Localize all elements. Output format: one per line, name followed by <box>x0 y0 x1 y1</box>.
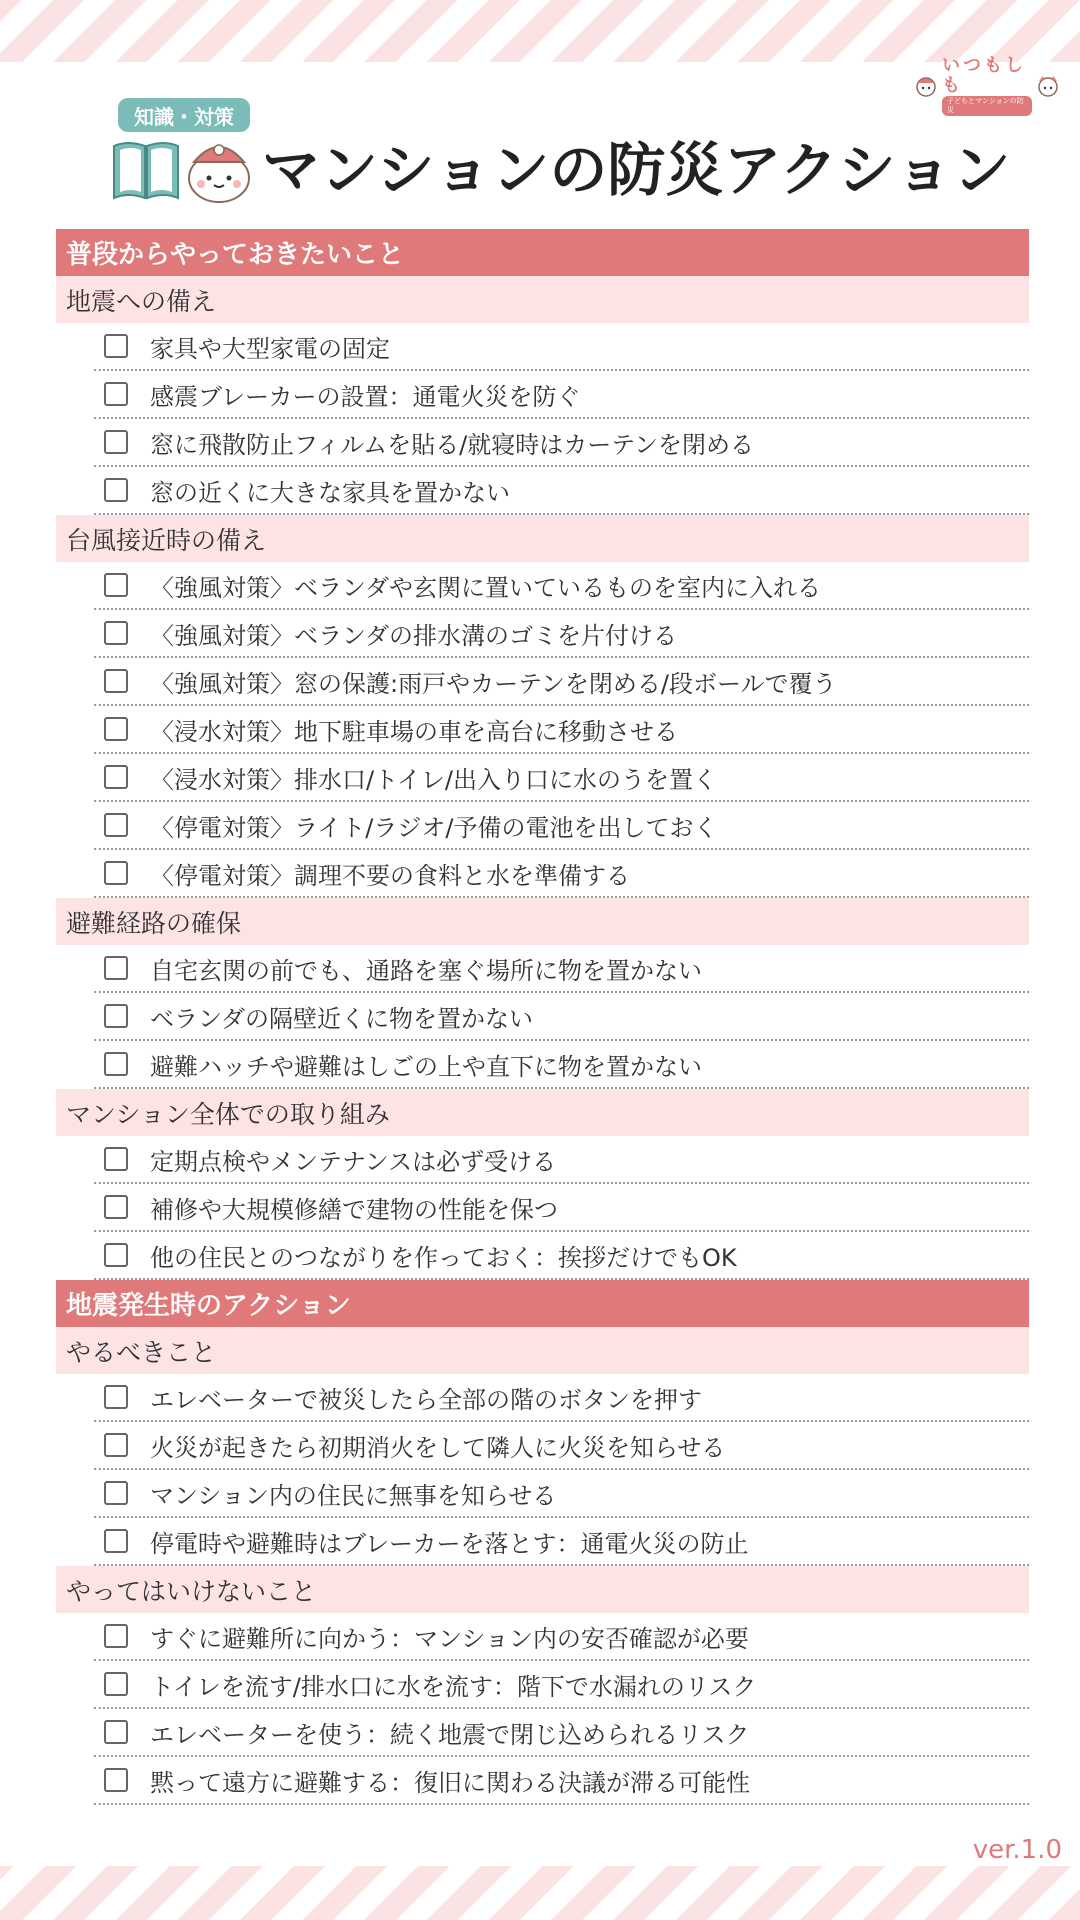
checkbox[interactable] <box>104 334 128 358</box>
checklist-item[interactable] <box>94 610 1029 658</box>
checklist-item[interactable] <box>94 754 1029 802</box>
checkbox[interactable] <box>104 1004 128 1028</box>
checklist-item[interactable] <box>94 562 1029 610</box>
checklist-item-text: ベランダの隔壁近くに物を置かない <box>150 1004 534 1033</box>
checklist-item[interactable] <box>94 1709 1029 1757</box>
checklist-item[interactable] <box>94 323 1029 371</box>
checkbox[interactable] <box>104 1624 128 1648</box>
checkbox[interactable] <box>104 1385 128 1409</box>
checklist-item-text: 〈浸水対策〉排水口/トイレ/出入り口に水のうを置く <box>150 765 717 794</box>
checkbox[interactable] <box>104 669 128 693</box>
checkbox[interactable] <box>104 430 128 454</box>
page-title: マンションの防災アクション <box>262 136 1011 204</box>
checklist-item-text: 火災が起きたら初期消火をして隣人に火災を知らせる <box>150 1433 726 1462</box>
checkbox[interactable] <box>104 1243 128 1267</box>
checklist-item-text: 黙って遠方に避難する：復旧に関わる決議が滞る可能性 <box>150 1768 750 1797</box>
checklist-item-text: 〈浸水対策〉地下駐車場の車を高台に移動させる <box>150 717 678 746</box>
section-header: 普段からやっておきたいこと <box>56 229 1029 276</box>
brand-name: いつもしも <box>942 55 1026 96</box>
checklist-item[interactable] <box>94 802 1029 850</box>
checklist-item[interactable] <box>94 1184 1029 1232</box>
checkbox[interactable] <box>104 1052 128 1076</box>
checklist-item[interactable] <box>94 371 1029 419</box>
brand-mascot-icon <box>1036 73 1060 99</box>
checkbox[interactable] <box>104 861 128 885</box>
checklist-item-text: エレベーターを使う：続く地震で閉じ込められるリスク <box>150 1720 750 1749</box>
checklist-item[interactable] <box>94 706 1029 754</box>
subsection-header: やるべきこと <box>56 1327 1029 1374</box>
checklist-item[interactable] <box>94 1374 1029 1422</box>
checkbox[interactable] <box>104 1672 128 1696</box>
checklist-item-text: 補修や大規模修繕で建物の性能を保つ <box>150 1195 558 1224</box>
section-header: 地震発生時のアクション <box>56 1280 1029 1327</box>
checklist-item[interactable] <box>94 1661 1029 1709</box>
checklist-item[interactable] <box>94 945 1029 993</box>
checkbox[interactable] <box>104 1481 128 1505</box>
checklist-item[interactable] <box>94 658 1029 706</box>
checklist-item[interactable] <box>94 1422 1029 1470</box>
checklist-item-text: 他の住民とのつながりを作っておく：挨拶だけでもOK <box>150 1243 737 1272</box>
checklist-item-text: 避難ハッチや避難はしごの上や直下に物を置かない <box>150 1052 702 1081</box>
checkbox[interactable] <box>104 717 128 741</box>
checklist-item-text: エレベーターで被災したら全部の階のボタンを押す <box>150 1385 702 1414</box>
checkbox[interactable] <box>104 478 128 502</box>
checklist-item[interactable] <box>94 1613 1029 1661</box>
checklist-item-text: 窓の近くに大きな家具を置かない <box>150 478 510 507</box>
checkbox[interactable] <box>104 621 128 645</box>
checklist-item-text: 〈強風対策〉ベランダや玄関に置いているものを室内に入れる <box>150 573 822 602</box>
checklist-item-text: 停電時や避難時はブレーカーを落とす：通電火災の防止 <box>150 1529 749 1558</box>
checklist-item-text: 家具や大型家電の固定 <box>150 334 390 363</box>
checklist-item[interactable] <box>94 993 1029 1041</box>
checklist-item[interactable] <box>94 419 1029 467</box>
subsection-header: 台風接近時の備え <box>56 515 1029 562</box>
checklist-item-text: 〈強風対策〉ベランダの排水溝のゴミを片付ける <box>150 621 678 650</box>
brand-tagline: 子どもとマンションの防災 <box>942 96 1032 116</box>
checkbox[interactable] <box>104 1433 128 1457</box>
checklist-item-text: すぐに避難所に向かう：マンション内の安否確認が必要 <box>150 1624 749 1653</box>
checkbox[interactable] <box>104 1720 128 1744</box>
subsection-header: 地震への備え <box>56 276 1029 323</box>
checkbox[interactable] <box>104 1147 128 1171</box>
checklist-item-text: 定期点検やメンテナンスは必ず受ける <box>150 1147 557 1176</box>
checkbox[interactable] <box>104 1768 128 1792</box>
checkbox[interactable] <box>104 956 128 980</box>
subsection-header: マンション全体での取り組み <box>56 1089 1029 1136</box>
brand-mascot-icon <box>914 73 938 99</box>
version-label: ver.1.0 <box>972 1835 1062 1865</box>
checklist-item[interactable] <box>94 1136 1029 1184</box>
checklist-item[interactable] <box>94 1518 1029 1566</box>
checklist <box>56 229 1029 1805</box>
checklist-item-text: 〈停電対策〉調理不要の食料と水を準備する <box>150 861 630 890</box>
checklist-item-text: トイレを流す/排水口に水を流す：階下で水漏れのリスク <box>150 1672 757 1701</box>
checklist-item-text: 感震ブレーカーの設置：通電火災を防ぐ <box>150 382 581 411</box>
checklist-item[interactable] <box>94 467 1029 515</box>
checklist-item[interactable] <box>94 850 1029 898</box>
checkbox[interactable] <box>104 813 128 837</box>
checklist-item-text: 窓に飛散防止フィルムを貼る/就寝時はカーテンを閉める <box>150 430 755 459</box>
bottom-stripe-border <box>0 1866 1080 1920</box>
checklist-item[interactable] <box>94 1470 1029 1518</box>
subsection-header: やってはいけないこと <box>56 1566 1029 1613</box>
checklist-item[interactable] <box>94 1041 1029 1089</box>
top-stripe-border <box>0 0 1080 62</box>
checkbox[interactable] <box>104 765 128 789</box>
checkbox[interactable] <box>104 382 128 406</box>
checklist-item-text: マンション内の住民に無事を知らせる <box>150 1481 557 1510</box>
checkbox[interactable] <box>104 1195 128 1219</box>
checklist-item-text: 〈強風対策〉窓の保護:雨戸やカーテンを閉める/段ボールで覆う <box>150 669 837 698</box>
subsection-header: 避難経路の確保 <box>56 898 1029 945</box>
brand-logo <box>914 55 1060 114</box>
mascot-icon <box>184 128 254 204</box>
checklist-item-text: 〈停電対策〉ライト/ラジオ/予備の電池を出しておく <box>150 813 718 842</box>
category-tag: 知識・対策 <box>118 98 250 132</box>
checkbox[interactable] <box>104 573 128 597</box>
book-icon <box>110 138 182 202</box>
checklist-item[interactable] <box>94 1232 1029 1280</box>
checklist-item[interactable] <box>94 1757 1029 1805</box>
checklist-item-text: 自宅玄関の前でも、通路を塞ぐ場所に物を置かない <box>150 956 702 985</box>
checkbox[interactable] <box>104 1529 128 1553</box>
